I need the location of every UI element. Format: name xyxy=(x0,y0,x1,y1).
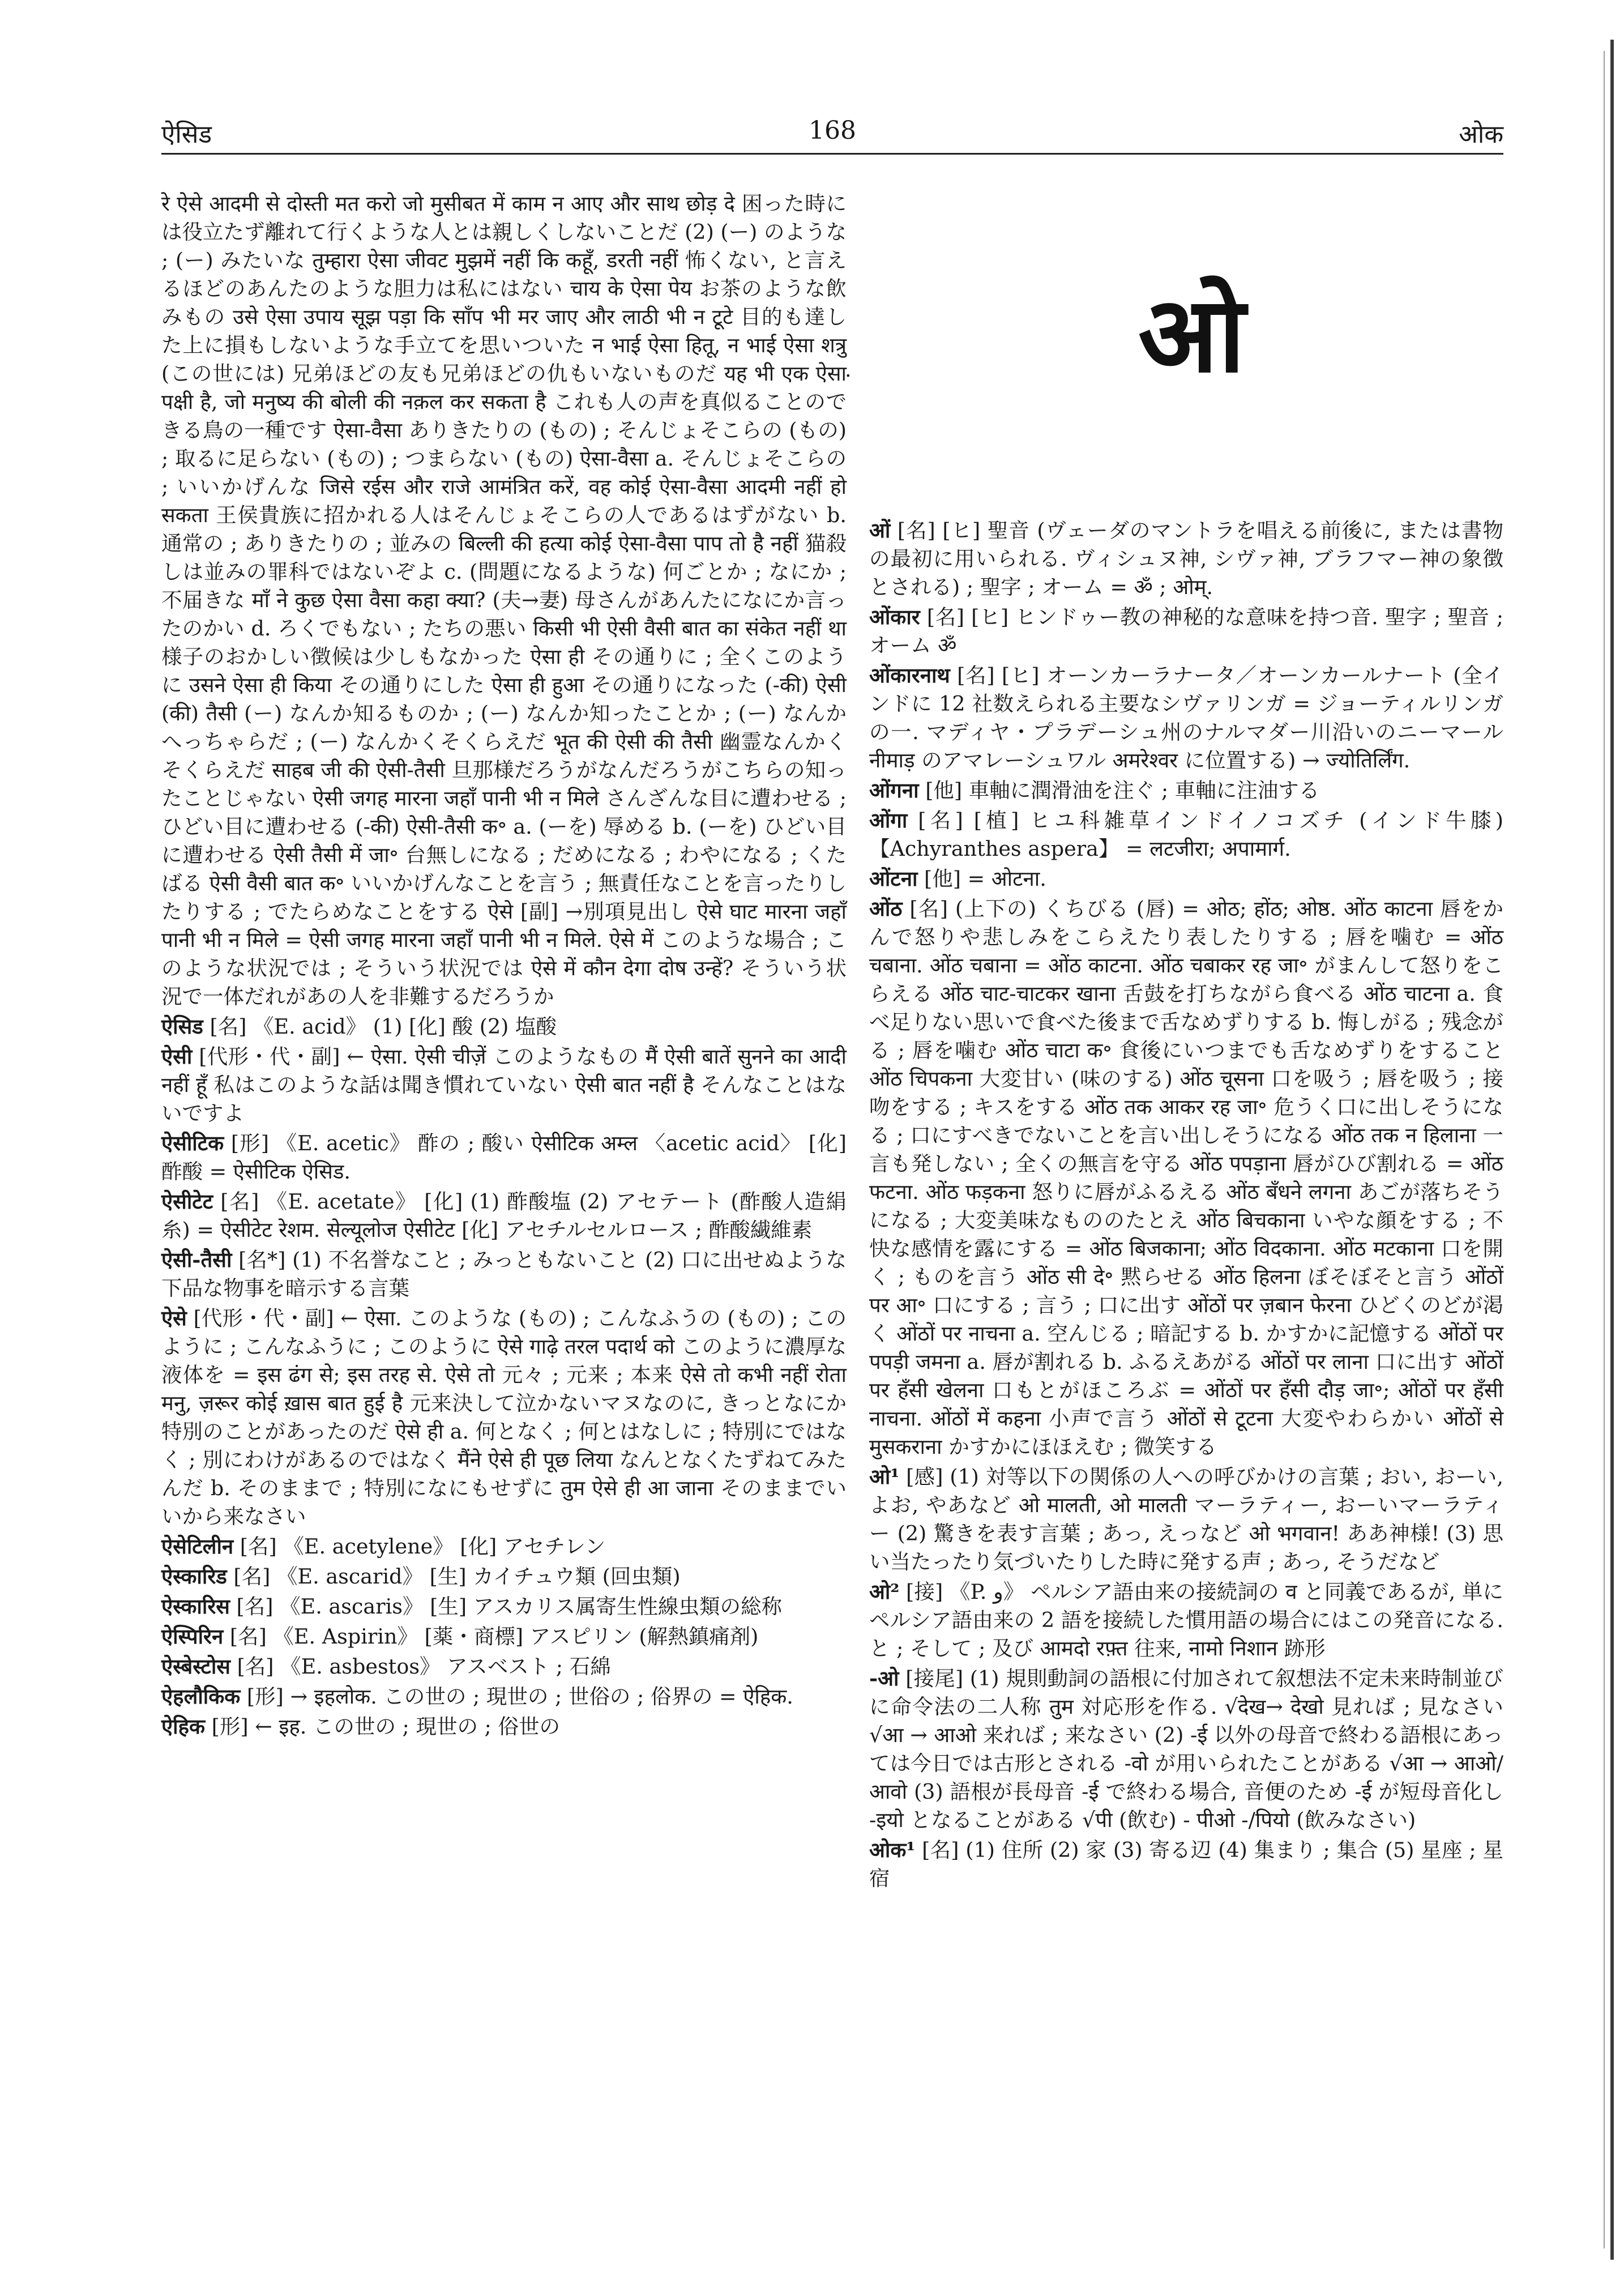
dictionary-entry xyxy=(869,1463,1503,1576)
dictionary-entry xyxy=(161,1593,847,1621)
dictionary-entry xyxy=(161,1304,847,1531)
entry-definition: [形] → इहलोक. この世の ; 現世の ; 世俗の ; 俗界の = ऐहिक. xyxy=(246,1684,793,1709)
entry-definition: [代形・代・副] ← ऐसा. ऐसी चीज़ें このようなもの मैं ऐसी बातें सुनने का आदी नहीं हूँ 私はこのような話は聞き慣れていない ऐसी बात नहीं है そんなことはないですよ xyxy=(161,1044,847,1125)
dictionary-entry xyxy=(869,603,1503,660)
entry-headword: ओंगा xyxy=(869,808,908,833)
entry-definition: [名] 《E. asbestos》 アスベスト ; 石綿 xyxy=(237,1654,611,1679)
dictionary-entry xyxy=(869,806,1503,863)
running-head-left: ऐसिड xyxy=(161,120,212,149)
dictionary-entry xyxy=(161,1013,847,1041)
entry-headword: ओंठ xyxy=(869,897,903,921)
entry-definition: रे ऐसे आदमी से दोस्ती मत करो जो मुसीबत में काम न आए और साथ छोड़ दे 困った時には役立たず離れて行くような人とは親しくしないことだ (2) (ー) のような ; (ー) みたいな तुम्हारा ऐसा जीवट मुझमें नहीं कि कहूँ, डरती नहीं 怖くない, と言えるほどのあんたのような胆力は私にはない चाय के ऐसा पेय お茶のような飲みもの उसे ऐसा उपाय सूझ पड़ा कि साँप भी मर जाए और लाठी भी न टूटे 目的も達した上に損もしないような手立てを思いついた न भाई ऐसा हितू, न भाई ऐसा शत्रु (この世には) 兄弟ほどの友も兄弟ほどの仇もいないものだ यह भी एक ऐसा पक्षी है, जो मनुष्य की बोली की नक़ल कर सकता है これも人の声を真似ることのできる鳥の一種です ऐसा-वैसा ありきたりの (もの) ; そんじょそこらの (もの) ; 取るに足らない (もの) ; つまらない (もの) ऐसा-वैसा a. そんじょそこらの ; いいかげんな जिसे रईस और राजे आमंत्रित करें, वह कोई ऐसा-वैसा आदमी नहीं हो सकता 王侯貴族に招かれる人はそんじょそこらの人であるはずがない b. 通常の ; ありきたりの ; 並みの बिल्ली की हत्या कोई ऐसा-वैसा पाप तो है नहीं 猫殺しは並みの罪科ではないぞよ c. (問題になるような) 何ごとか ; なにか ; 不届きな माँ ने कुछ ऐसा वैसा कहा क्या? (夫→妻) 母さんがあんたになにか言ったのかい d. ろくでもない ; たちの悪い किसी भी ऐसी वैसी बात का संकेत नहीं था 様子のおかしい徴候は少しもなかった ऐसा ही その通りに ; 全くこのように उसने ऐसा ही किया その通りにした ऐसा ही हुआ その通りになった (-की) ऐसी (की) तैसी (ー) なんか知るものか ; (ー) なんか知ったことか ; (ー) なんかへっちゃらだ ; (ー) なんかくそくらえだ भूत की ऐसी की तैसी 幽霊なんかくそくらえだ साहब जी की ऐसी-तैसी 旦那様だろうがなんだろうがこちらの知ったことじゃない ऐसी जगह मारना जहाँ पानी भी न मिले さんざんな目に遭わせる ; ひどい目に遭わせる (-की) ऐसी-तैसी क॰ a. (ーを) 辱める b. (ーを) ひどい目に遭わせる ऐसी तैसी में जा॰ 台無しになる ; だめになる ; わやになる ; くたばる ऐसी वैसी बात क॰ いいかげんなことを言う ; 無責任なことを言ったりしたりする ; でたらめなことをする ऐसे [副] →別項見出し ऐसे घाट मारना जहाँ पानी भी न मिले = ऐसी जगह मारना जहाँ पानी भी न मिले. ऐसे में このような場合 ; このような状況では ; そういう状況では ऐसे में कौन देगा दोष उन्हें? そういう状況で一体だれがあの人を非難するだろうか xyxy=(161,191,847,1009)
entry-headword: ओं xyxy=(869,518,891,543)
entry-headword: ऐहलौकिक xyxy=(161,1684,241,1709)
entry-definition: [名] [ヒ] ヒンドゥー教の神秘的な意味を持つ音. 聖字 ; 聖音 ; オーム ॐ xyxy=(869,605,1504,658)
entry-definition: [名] 《E. acetylene》 [化] アセチレン xyxy=(240,1534,606,1559)
dictionary-entry xyxy=(869,1836,1503,1893)
entry-headword: ओंगना xyxy=(869,778,919,803)
dictionary-entry xyxy=(161,1653,847,1681)
entry-headword: ऐस्पिरिन xyxy=(161,1624,224,1649)
entry-headword: ऐहिक xyxy=(161,1714,206,1739)
dictionary-entry xyxy=(161,1043,847,1128)
dictionary-entry xyxy=(161,1563,847,1591)
dictionary-entry xyxy=(869,776,1503,805)
entry-definition: [名] 《E. acid》 (1) [化] 酸 (2) 塩酸 xyxy=(210,1014,557,1039)
entry-definition: [形] ← इह. この世の ; 現世の ; 俗世の xyxy=(211,1714,560,1739)
margin-dot: . xyxy=(845,358,852,382)
running-head-right: ओक xyxy=(1459,120,1503,149)
entry-headword: ऐसेटिलीन xyxy=(161,1534,234,1559)
dictionary-entry xyxy=(869,517,1503,601)
entry-headword: ऐसिड xyxy=(161,1014,203,1039)
entry-headword: ऐसी-तैसी xyxy=(161,1248,232,1272)
page-number: 168 xyxy=(809,116,856,145)
entry-headword: ऐस्कारिड xyxy=(161,1564,227,1589)
section-letter: ओ xyxy=(1138,272,1246,396)
left-column xyxy=(161,190,847,1743)
entry-definition: [感] (1) 対等以下の関係の人への呼びかけの言葉 ; おい, おーい, よお, やあなど ओ मालती, ओ मालती マーラティー, おーいマーラティー (2) 驚きを表す言葉 ; あっ, えっなど ओ भगवान! ああ神様! (3) 思い当たったり気づいたりした時に発する声 ; あっ, そうだなど xyxy=(869,1465,1503,1574)
entry-headword: ओंकारनाथ xyxy=(869,663,950,688)
entry-headword: ओ¹ xyxy=(869,1465,900,1489)
scan-edge-line-inner xyxy=(1604,51,1605,2248)
entry-headword: ऐसीटेट xyxy=(161,1189,213,1214)
entry-definition: [名] [ヒ] オーンカーラナータ／オーンカールナート (全インドに 12 社数えられる主要なシヴァリンガ = ジョーティルリンガの一. マディヤ・プラデーシュ州のナルマダー川沿いのニーマール नीमाड़ のアマレーシュワル अमरेश्वर に位置する) → ज्योतिर्लिंग. xyxy=(869,663,1503,772)
dictionary-entry xyxy=(161,1188,847,1244)
dictionary-entry xyxy=(869,895,1503,1461)
entry-headword: ओंटना xyxy=(869,867,918,891)
dictionary-entry xyxy=(869,661,1503,775)
dictionary-entry xyxy=(161,1683,847,1711)
dictionary-entry xyxy=(161,1246,847,1303)
right-column xyxy=(869,517,1503,1894)
entry-headword: ऐस्बेस्टोस xyxy=(161,1654,230,1679)
entry-definition: [名] 《E. Aspirin》 [薬・商標] アスピリン (解熱鎮痛剤) xyxy=(229,1624,759,1649)
entry-headword: ओ² xyxy=(869,1580,900,1604)
dictionary-entry xyxy=(161,190,847,1011)
entry-definition: [接尾] (1) 規則動詞の語根に付加されて叙想法不定未来時制並びに命令法の二人称 तुम 対応形を作る. √देख→ देखो 見れば ; 見なさい √आ → आओ 来れば ; 来なさい (2) -ई 以外の母音で終わる語根にあっては今日では古形とされる -वो が用いられたことがある √आ → आओ/आवो (3) 語根が長母音 -ई で終わる場合, 音便のため -ई が短母音化し -इयो となることがある √पी (飲む) - पीओ -/पियो (飲みなさい) xyxy=(869,1666,1504,1832)
entry-definition: [他] = ओटना. xyxy=(924,867,1046,891)
scan-edge-line xyxy=(1610,40,1614,2260)
page-header xyxy=(161,116,1503,156)
entry-headword: ओंकार xyxy=(869,605,920,629)
dictionary-entry xyxy=(869,865,1503,893)
entry-headword: ऐसीटिक xyxy=(161,1131,224,1155)
entry-headword: ऐसे xyxy=(161,1306,187,1330)
entry-definition: [名] [植] ヒユ科雑草インドイノコズチ (インド牛膝) 【Achyranthes aspera】 = लटजीरा; अपामार्ग. xyxy=(869,808,1503,861)
header-rule xyxy=(161,153,1503,155)
dictionary-entry xyxy=(161,1129,847,1186)
entry-definition: [名] 《E. acetate》 [化] (1) 酢酸塩 (2) アセテート (酢酸人造絹糸) = ऐसीटेट रेशम. सेल्यूलोज ऐसीटेट [化] アセチルセルロース ; 酢酸繊維素 xyxy=(161,1189,847,1242)
entry-definition: [名*] (1) 不名誉なこと ; みっともないこと (2) 口に出せぬような下品な物事を暗示する言葉 xyxy=(161,1248,847,1300)
entry-definition: [名] (1) 住所 (2) 家 (3) 寄る辺 (4) 集まり ; 集合 (5) 星座 ; 星宿 xyxy=(869,1838,1503,1890)
entry-definition: [名] 《E. ascarid》 [生] カイチュウ類 (回虫類) xyxy=(233,1564,681,1589)
entry-headword: ऐसी xyxy=(161,1044,193,1069)
dictionary-entry xyxy=(161,1533,847,1561)
entry-definition: [代形・代・副] ← ऐसा. このような (もの) ; こんなふうの (もの) ; このように ; こんなふうに ; このように ऐसे गाढ़े तरल पदार्थ को このように濃厚な液体を = इस ढंग से; इस तरह से. ऐसे तो 元々 ; 元来 ; 本来 ऐसे तो कभी नहीं रोता मनु, ज़रूर कोई ख़ास बात हुई है 元来決して泣かないマヌなのに, きっとなにか特別のことがあったのだ ऐसे ही a. 何となく ; 何とはなしに ; 特別にではなく ; 別にわけがあるのではなく मैंने ऐसे ही पूछ लिया なんとなくたずねてみたんだ b. そのままで ; 特別になにもせずに तुम ऐसे ही आ जाना そのままでいいから来なさい xyxy=(161,1306,847,1529)
entry-definition: [名] [ヒ] 聖音 (ヴェーダのマントラを唱える前後に, または書物の最初に用いられる. ヴィシュヌ神, シヴァ神, ブラフマー神の象徴とされる) ; 聖字 ; オーム = ॐ ; ओम्. xyxy=(869,518,1503,599)
entry-definition: [形] 《E. acetic》 酢の ; 酸い ऐसीटिक अम्ल 〈acetic acid〉 [化] 酢酸 = ऐसीटिक ऐसिड. xyxy=(161,1131,847,1184)
entry-definition: [他] 車軸に潤滑油を注ぐ ; 車軸に注油する xyxy=(925,778,1320,803)
entry-headword: ऐस्कारिस xyxy=(161,1594,230,1619)
dictionary-entry xyxy=(869,1664,1503,1834)
entry-definition: [接] 《P. و》 ペルシア語由来の接続詞の व と同義であるが, 単にペルシア語由来の 2 語を接続した慣用語の場合にはこの発音になる. と ; そして ; 及び आमदो रफ़्त 往来, नामो निशान 跡形 xyxy=(869,1580,1503,1661)
entry-definition: [名] 《E. ascaris》 [生] アスカリス属寄生性線虫類の総称 xyxy=(236,1594,783,1619)
dictionary-entry xyxy=(161,1713,847,1741)
dictionary-entry xyxy=(869,1578,1503,1663)
entry-definition: [名] (上下の) くちびる (唇) = ओठ; होंठ; ओष्ठ. ओंठ काटना 唇をかんで怒りや悲しみをこらえたり表したりする ; 唇を噛む = ओंठ चबाना. ओंठ चबाना = ओंठ काटना. ओंठ चबाकर रह जा॰ がまんして怒りをこらえる ओंठ चाट-चाटकर खाना 舌鼓を打ちながら食べる ओंठ चाटना a. 食べ足りない思いで食べた後まで舌なめずりする b. 悔しがる ; 残念がる ; 唇を噛む ओंठ चाटा क॰ 食後にいつまでも舌なめずりをすること ओंठ चिपकना 大変甘い (味のする) ओंठ चूसना 口を吸う ; 唇を吸う ; 接吻をする ; キスをする ओंठ तक आकर रह जा॰ 危うく口に出しそうになる ; 口にすべきでないことを言い出しそうになる ओंठ तक न हिलाना 一言も発しない ; 全くの無言を守る ओंठ पपड़ाना 唇がひび割れる = ओंठ फटना. ओंठ फड़कना 怒りに唇がふるえる ओंठ बँधने लगना あごが落ちそうになる ; 大変美味なもののたとえ ओंठ बिचकाना いやな顔をする ; 不快な感情を露にする = ओंठ बिजकाना; ओंठ विदकाना. ओंठ मटकाना 口を開く ; ものを言う ओंठ सी दे॰ 黙らせる ओंठ हिलना ぼそぼそと言う ओंठों पर आ॰ 口にする ; 言う ; 口に出す ओंठों पर ज़बान फेरना ひどくのどが渇く ओंठों पर नाचना a. 空んじる ; 暗記する b. かすかに記憶する ओंठों पर पपड़ी जमना a. 唇が割れる b. ふるえあがる ओंठों पर लाना 口に出す ओंठों पर हँसी खेलना 口もとがほころぶ = ओंठों पर हँसी दौड़ जा॰; ओंठों पर हँसी नाचना. ओंठों में कहना 小声で言う ओंठों से टूटना 大変やわらかい ओंठों से मुसकराना かすかにほほえむ ; 微笑する xyxy=(869,897,1503,1459)
entry-headword: ओक¹ xyxy=(869,1838,916,1862)
entry-headword: -ओ xyxy=(869,1666,899,1691)
dictionary-entry xyxy=(161,1623,847,1651)
